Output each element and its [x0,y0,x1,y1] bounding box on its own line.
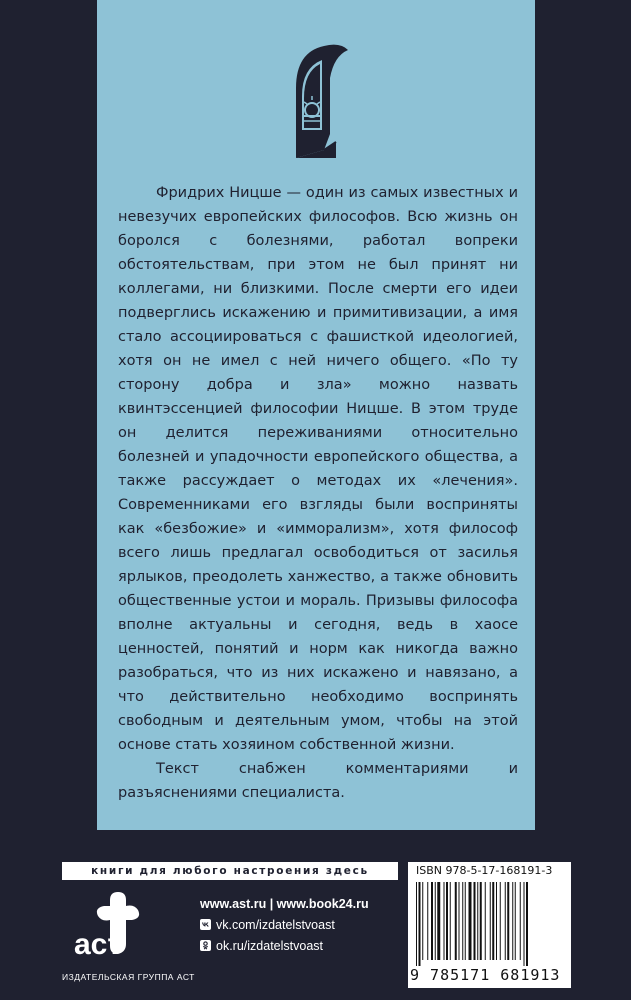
door-logo-icon [288,38,348,160]
annotation-paragraph: Фридрих Ницше — один из самых известных и невезучих европейских философов. Всю жизнь он боролся с болезнями, работал вопреки обстоятельствам, при этом не был принят ни коллегами, ни близкими. После смерти его идеи подверглись искажению и примитивизации, а имя стало ассоциироваться с фашисткой идеологией, хотя он не имел с ней ничего общего. «По ту сторону добра и зла» можно назвать квинтэссенцией философии Ницше. В этом труде он делится переживаниями относительно болезней и упадочности европейского общества, а также рассуждает о методах их «лечения». Современниками его взгляды были восприняты как «безбожие» и «имморализм», хотя философ всего лишь предлагал освободиться от засилья ярлыков, преодолеть ханжество, а также обновить общественные устои и мораль. Призывы философа вполне актуальны и сегодня, ведь в хаосе ценностей, понятий и норм как никогда важно разобраться, что из них искажено и навязано, а что действительно необходимо воспринять свободным и деятельным умом, чтобы на этой основе стать хозяином собственной жизни. [118,185,518,753]
ok-icon [200,940,211,951]
ast-logo-icon [72,888,152,968]
barcode-bar [474,882,476,960]
barcode-bar [465,882,466,960]
barcode-bar [459,882,460,960]
barcode-bar [490,882,491,960]
barcode-bar [524,882,525,966]
barcode-bar [462,882,463,960]
barcode-bar [496,882,497,960]
barcode-bar [431,882,433,960]
barcode-bar [492,882,494,960]
barcode-bar [477,882,478,960]
vk-link[interactable]: vk.com/izdatelstvoast [216,917,335,932]
ok-link[interactable]: ok.ru/izdatelstvoast [216,938,323,953]
barcode-bar [507,882,509,960]
publisher-links [200,893,369,956]
barcode-icon [414,882,565,966]
barcode-bar [422,882,423,960]
barcode-bar [435,882,436,960]
publisher-name: ИЗДАТЕЛЬСКАЯ ГРУППА АСТ [62,972,195,982]
vk-icon [200,919,211,930]
barcode-bar [416,882,417,966]
ok-row[interactable] [200,935,369,956]
barcode-bar [450,882,451,960]
barcode-bar [480,882,482,960]
barcode-bar [520,882,521,960]
barcode-bar [419,882,421,966]
ast-logo-text: аст [74,928,123,961]
barcode-bar [512,882,513,960]
isbn-block [408,862,571,988]
barcode-digits: 9 785171 681913 [410,966,561,984]
barcode-bar [437,882,440,960]
barcode-bar [526,882,528,966]
barcode-bar [500,882,501,960]
annotation-paragraph-note: Текст снабжен комментариями и разъяснениями специалиста. [118,761,518,801]
barcode-bar [515,882,516,960]
barcode-bar [455,882,457,960]
slogan-banner: книги для любого настроения здесь [62,862,398,880]
barcode-bar [469,882,472,960]
barcode-bar [485,882,486,960]
vk-row[interactable] [200,914,369,935]
barcode-bar [446,882,448,960]
website-row [200,893,369,914]
barcode-bar [444,882,445,960]
annotation-text [118,181,518,805]
websites-link[interactable]: www.ast.ru | www.book24.ru [200,896,369,911]
barcode-bar [427,882,428,960]
barcode-bar [505,882,506,960]
isbn-text: ISBN 978-5-17-168191-3 [416,864,553,877]
